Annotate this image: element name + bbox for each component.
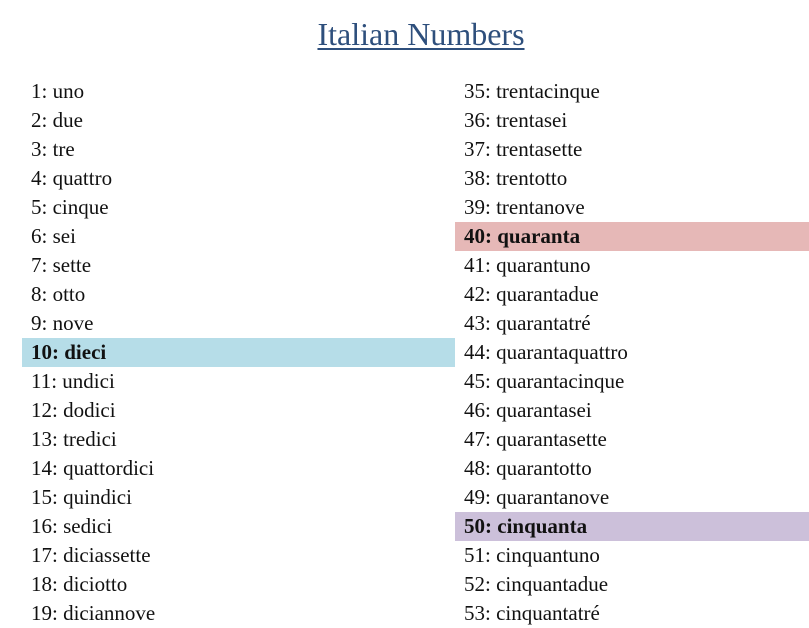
number-item: 16: sedici <box>31 514 113 538</box>
number-item: 18: diciotto <box>31 572 128 596</box>
number-item: 3: tre <box>31 137 75 161</box>
number-item: 15: quindici <box>31 485 132 509</box>
number-item: 1: uno <box>31 79 85 103</box>
number-item: 53: cinquantatré <box>464 601 600 625</box>
number-item: 7: sette <box>31 253 92 277</box>
number-item: 5: cinque <box>31 195 109 219</box>
number-item: 4: quattro <box>31 166 113 190</box>
highlighted-number-item: 50: cinquanta <box>455 512 809 541</box>
number-item: 37: trentasette <box>464 137 583 161</box>
number-item: 36: trentasei <box>464 108 568 132</box>
number-item: 43: quarantatré <box>464 311 591 335</box>
number-item: 42: quarantadue <box>464 282 599 306</box>
highlighted-number-item: 10: dieci <box>22 338 455 367</box>
number-item: 19: diciannove <box>31 601 156 625</box>
number-item: 38: trentotto <box>464 166 568 190</box>
number-item: 12: dodici <box>31 398 116 422</box>
number-item: 49: quarantanove <box>464 485 610 509</box>
number-item: 6: sei <box>31 224 76 248</box>
number-list-left <box>22 77 455 628</box>
number-item: 46: quarantasei <box>464 398 592 422</box>
number-item: 41: quarantuno <box>464 253 591 277</box>
number-item: 35: trentacinque <box>464 79 600 103</box>
number-item: 39: trentanove <box>464 195 585 219</box>
number-item: 8: otto <box>31 282 86 306</box>
number-item: 2: due <box>31 108 83 132</box>
page-title: Italian Numbers <box>317 16 525 52</box>
number-item: 47: quarantasette <box>464 427 607 451</box>
number-item: 17: diciassette <box>31 543 151 567</box>
number-item: 13: tredici <box>31 427 117 451</box>
number-item: 9: nove <box>31 311 94 335</box>
number-item: 48: quarantotto <box>464 456 592 480</box>
number-item: 51: cinquantuno <box>464 543 600 567</box>
number-item: 44: quarantaquattro <box>464 340 628 364</box>
number-item: 52: cinquantadue <box>464 572 609 596</box>
number-item: 14: quattordici <box>31 456 155 480</box>
number-item: 45: quarantacinque <box>464 369 625 393</box>
number-list-right <box>455 77 809 628</box>
highlighted-number-item: 40: quaranta <box>455 222 809 251</box>
number-item: 11: undici <box>31 369 115 393</box>
